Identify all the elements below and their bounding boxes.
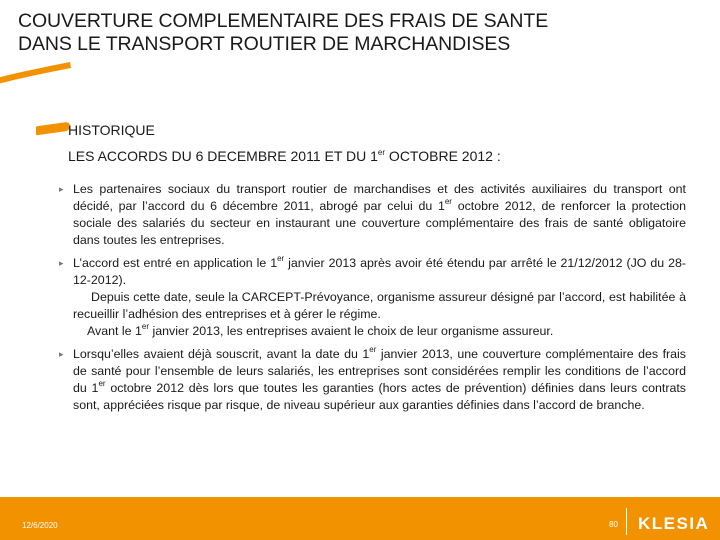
klesia-logo: KLESIA [638, 514, 710, 533]
slide-title [18, 10, 698, 56]
section-subheading: LES ACCORDS DU 6 DECEMBRE 2011 ET DU 1er OCTOBRE 2012 : [68, 148, 501, 164]
bullet-2-paragraph-2: Depuis cette date, seule la CARCEPT-Prévoyance, organisme assureur désigné par l’accord, est habilitée à recueillir l’adhésion des entreprises et à gérer le régime. [73, 290, 686, 321]
bullet-item-3 [58, 346, 686, 414]
title-line-2: DANS LE TRANSPORT ROUTIER DE MARCHANDISES [18, 33, 511, 55]
bullet-item-1 [58, 181, 686, 249]
bullet-2-paragraph-1: L’accord est entré en application le 1er janvier 2013 après avoir été étendu par arrêté le 21/12/2012 (JO du 28-12-2012). [73, 254, 686, 287]
footer-bar [0, 497, 720, 540]
triangle-right-icon: ▸ [59, 349, 64, 359]
footer-divider [626, 508, 627, 535]
orange-bar-icon [36, 122, 70, 136]
bullet-list [58, 181, 686, 420]
bullet-3-text: Lorsqu’elles avaient déjà souscrit, avant la date du 1er janvier 2013, une couverture complémentaire des frais de santé pour l’ensemble de leurs salariés, les entreprises sont considérées remplir les conditions de l’accord du 1er octobre 2012 dès lors que toutes les garanties (hors actes de prévention) définies dans leurs contrats sont, appréciées risque par risque, de niveau supérieur aux garanties définies dans l’accord de branche. [73, 345, 687, 412]
bullet-1-text: Les partenaires sociaux du transport routier de marchandises et des activités auxiliaires du transport ont décidé, par l’accord du 6 décembre 2011, abrogé par celui du 1er octobre 2012, de renforcer la protection sociale des salariés du secteur en instaurant une couverture complémentaire des frais de santé obligatoire dans toutes les entreprises. [73, 182, 686, 247]
bullet-2-paragraph-3: Avant le 1er janvier 2013, les entreprises avaient le choix de leur organisme assureur. [87, 322, 554, 338]
footer-date: 12/6/2020 [22, 521, 58, 530]
bullet-item-2 [58, 255, 686, 340]
orange-swoosh-icon [0, 58, 85, 88]
title-line-1: COUVERTURE COMPLEMENTAIRE DES FRAIS DE SANTE [18, 10, 549, 32]
triangle-right-icon: ▸ [59, 184, 64, 194]
triangle-right-icon: ▸ [59, 258, 64, 268]
section-heading: HISTORIQUE [68, 122, 155, 138]
page-number: 80 [609, 520, 618, 529]
